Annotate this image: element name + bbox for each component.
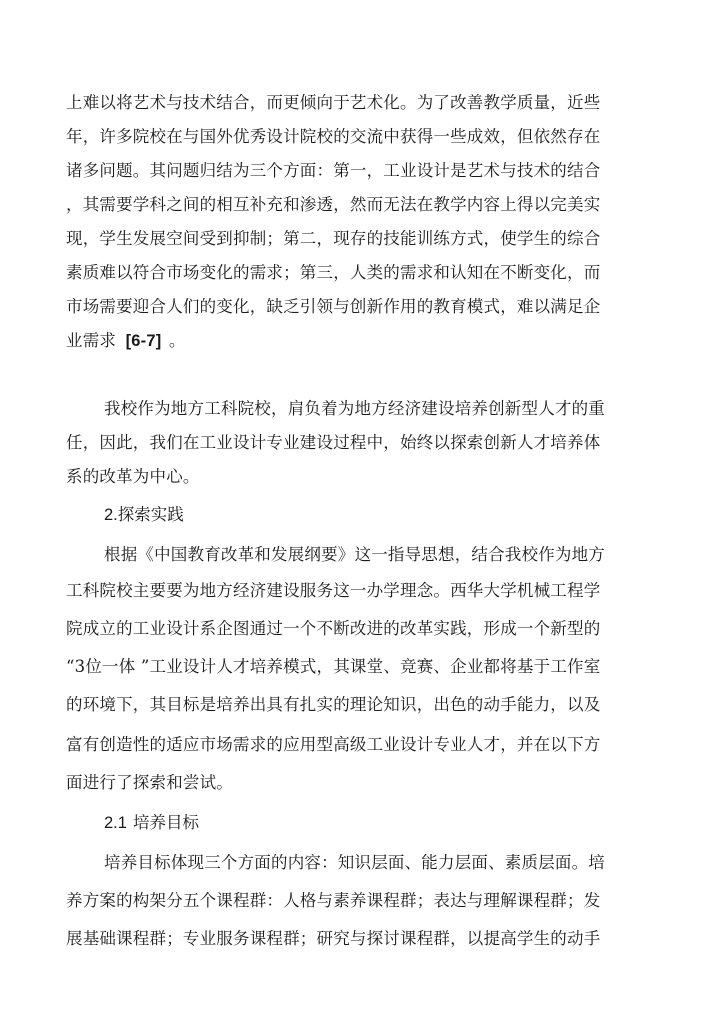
citation-reference[interactable]: [6-7] xyxy=(125,332,162,350)
section-title: 探索实践 xyxy=(117,505,184,524)
paragraph-line: 我校作为地方工科院校，肩负着为地方经济建设培养创新型人才的重 xyxy=(104,399,605,418)
section-number: 2. xyxy=(104,506,118,524)
paragraph-line: 市场需要迎合人们的变化，缺乏引领与创新作用的教育模式，难以满足企 xyxy=(66,297,601,316)
paragraph-line: 富有创造性的适应市场需求的应用型高级工业设计专业人才，并在以下方 xyxy=(66,735,601,754)
paragraph-line: 展基础课程群；专业服务课程群；研究与探讨课程群，以提高学生的动手 xyxy=(66,929,601,948)
paragraph-line: 院成立的工业设计系企图通过一个不断改进的改革实践，形成一个新型的 xyxy=(66,619,601,638)
paragraph-line: 的环境下，其目标是培养出具有扎实的理论知识，出色的动手能力，以及 xyxy=(66,695,601,714)
paragraph-line: 上难以将艺术与技术结合，而更倾向于艺术化。为了改善教学质量，近些 xyxy=(66,93,601,112)
paragraph-text: 业需求 xyxy=(66,331,117,350)
paragraph-line: 任，因此，我们在工业设计专业建设过程中，始终以探索创新人才培养体 xyxy=(66,433,601,452)
paragraph-line: 工科院校主要要为地方经济建设服务这一办学理念。西华大学机械工程学 xyxy=(66,581,601,600)
paragraph-line: ，其需要学科之间的相互补充和渗透，然而无法在教学内容上得以完美实 xyxy=(66,195,601,214)
paragraph-line: 培养目标体现三个方面的内容：知识层面、能力层面、素质层面。培 xyxy=(104,853,605,872)
section-heading xyxy=(104,500,184,530)
paragraph-line: 系的改革为中心。 xyxy=(66,467,200,486)
paragraph-line: 面进行了探索和尝试。 xyxy=(66,773,233,792)
paragraph-line: 年，许多院校在与国外优秀设计院校的交流中获得一些成效，但依然存在 xyxy=(66,127,601,146)
paragraph-line: 素质难以符合市场变化的需求；第三，人类的需求和认知在不断变化，而 xyxy=(66,263,601,282)
subsection-heading xyxy=(104,808,199,838)
paragraph-line: 现，学生发展空间受到抑制；第二，现存的技能训练方式，使学生的综合 xyxy=(66,229,601,248)
paragraph-text: 。 xyxy=(168,331,186,350)
section-number: 2.1 xyxy=(104,814,127,832)
paragraph-line: 养方案的构架分五个课程群：人格与素养课程群；表达与理解课程群；发 xyxy=(66,891,601,910)
paragraph-line: 诸多问题。其问题归结为三个方面：第一，工业设计是艺术与技术的结合 xyxy=(66,161,601,180)
paragraph-last-line xyxy=(66,326,596,356)
paragraph-line: 根据《中国教育改革和发展纲要》这一指导思想，结合我校作为地方 xyxy=(104,545,605,564)
paragraph-line: “3位一体 ”工业设计人才培养模式，其课堂、竞赛、企业都将基于工作室 xyxy=(66,657,601,676)
section-title: 培养目标 xyxy=(132,813,199,832)
